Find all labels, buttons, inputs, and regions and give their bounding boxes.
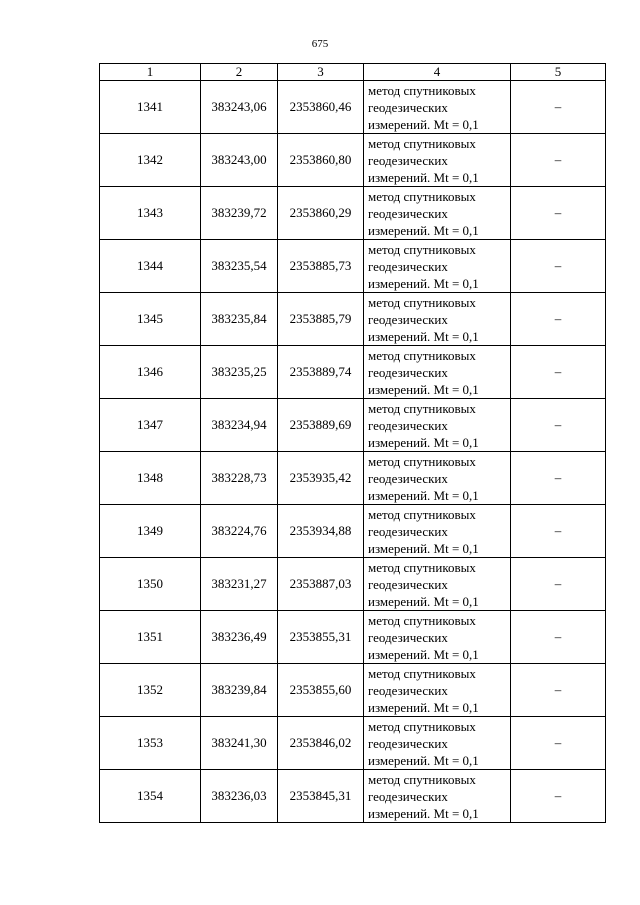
method-line: измерений. Mt = 0,1	[368, 381, 479, 397]
note-cell: –	[511, 558, 606, 611]
point-number-cell: 1350	[100, 558, 201, 611]
method-line: геодезических	[368, 735, 448, 751]
method-cell	[364, 240, 511, 293]
method-line: метод спутниковых	[368, 135, 476, 151]
note-cell: –	[511, 611, 606, 664]
table-row	[100, 399, 606, 452]
note-cell: –	[511, 134, 606, 187]
table-header	[100, 64, 606, 81]
header-row	[100, 64, 606, 81]
method-line: метод спутниковых	[368, 453, 476, 469]
point-number-cell: 1352	[100, 664, 201, 717]
y-coordinate-cell: 2353887,03	[278, 558, 364, 611]
method-line: метод спутниковых	[368, 347, 476, 363]
point-number-cell: 1349	[100, 505, 201, 558]
x-coordinate-cell: 383231,27	[201, 558, 278, 611]
method-line: метод спутниковых	[368, 294, 476, 310]
y-coordinate-cell: 2353889,69	[278, 399, 364, 452]
table-row	[100, 611, 606, 664]
method-line: геодезических	[368, 417, 448, 433]
y-coordinate-cell: 2353934,88	[278, 505, 364, 558]
point-number-cell: 1345	[100, 293, 201, 346]
method-line: геодезических	[368, 470, 448, 486]
table-row	[100, 452, 606, 505]
method-line: геодезических	[368, 523, 448, 539]
method-line: измерений. Mt = 0,1	[368, 275, 479, 291]
method-line: геодезических	[368, 788, 448, 804]
table-row	[100, 346, 606, 399]
method-line: измерений. Mt = 0,1	[368, 646, 479, 662]
method-line: метод спутниковых	[368, 188, 476, 204]
table-row	[100, 293, 606, 346]
table-body	[100, 81, 606, 823]
method-line: геодезических	[368, 629, 448, 645]
header-col-2: 2	[201, 64, 278, 81]
method-cell	[364, 293, 511, 346]
table-row	[100, 134, 606, 187]
method-line: метод спутниковых	[368, 771, 476, 787]
method-cell	[364, 346, 511, 399]
header-col-1: 1	[100, 64, 201, 81]
x-coordinate-cell: 383235,84	[201, 293, 278, 346]
method-line: метод спутниковых	[368, 718, 476, 734]
method-line: метод спутниковых	[368, 82, 476, 98]
header-col-3: 3	[278, 64, 364, 81]
method-line: измерений. Mt = 0,1	[368, 593, 479, 609]
method-line: геодезических	[368, 258, 448, 274]
method-line: метод спутниковых	[368, 665, 476, 681]
x-coordinate-cell: 383224,76	[201, 505, 278, 558]
point-number-cell: 1346	[100, 346, 201, 399]
table-row	[100, 664, 606, 717]
method-line: измерений. Mt = 0,1	[368, 805, 479, 821]
method-line: метод спутниковых	[368, 400, 476, 416]
method-line: измерений. Mt = 0,1	[368, 487, 479, 503]
method-cell	[364, 505, 511, 558]
x-coordinate-cell: 383236,03	[201, 770, 278, 823]
point-number-cell: 1353	[100, 717, 201, 770]
note-cell: –	[511, 293, 606, 346]
x-coordinate-cell: 383243,06	[201, 81, 278, 134]
x-coordinate-cell: 383235,54	[201, 240, 278, 293]
y-coordinate-cell: 2353845,31	[278, 770, 364, 823]
point-number-cell: 1342	[100, 134, 201, 187]
note-cell: –	[511, 505, 606, 558]
y-coordinate-cell: 2353935,42	[278, 452, 364, 505]
method-line: геодезических	[368, 99, 448, 115]
method-line: измерений. Mt = 0,1	[368, 222, 479, 238]
y-coordinate-cell: 2353846,02	[278, 717, 364, 770]
method-line: измерений. Mt = 0,1	[368, 116, 479, 132]
method-line: геодезических	[368, 205, 448, 221]
y-coordinate-cell: 2353860,80	[278, 134, 364, 187]
table-row	[100, 770, 606, 823]
y-coordinate-cell: 2353889,74	[278, 346, 364, 399]
y-coordinate-cell: 2353855,60	[278, 664, 364, 717]
table-row	[100, 81, 606, 134]
x-coordinate-cell: 383241,30	[201, 717, 278, 770]
method-line: геодезических	[368, 311, 448, 327]
method-cell	[364, 770, 511, 823]
note-cell: –	[511, 81, 606, 134]
method-line: метод спутниковых	[368, 559, 476, 575]
method-line: измерений. Mt = 0,1	[368, 434, 479, 450]
x-coordinate-cell: 383243,00	[201, 134, 278, 187]
point-number-cell: 1341	[100, 81, 201, 134]
y-coordinate-cell: 2353855,31	[278, 611, 364, 664]
x-coordinate-cell: 383239,84	[201, 664, 278, 717]
method-cell	[364, 611, 511, 664]
y-coordinate-cell: 2353860,29	[278, 187, 364, 240]
method-line: измерений. Mt = 0,1	[368, 328, 479, 344]
y-coordinate-cell: 2353885,79	[278, 293, 364, 346]
note-cell: –	[511, 452, 606, 505]
method-cell	[364, 717, 511, 770]
y-coordinate-cell: 2353885,73	[278, 240, 364, 293]
method-line: геодезических	[368, 576, 448, 592]
point-number-cell: 1347	[100, 399, 201, 452]
method-line: измерений. Mt = 0,1	[368, 169, 479, 185]
note-cell: –	[511, 346, 606, 399]
table-row	[100, 240, 606, 293]
table-row	[100, 505, 606, 558]
method-line: геодезических	[368, 682, 448, 698]
note-cell: –	[511, 240, 606, 293]
table-row	[100, 187, 606, 240]
note-cell: –	[511, 664, 606, 717]
x-coordinate-cell: 383235,25	[201, 346, 278, 399]
method-cell	[364, 558, 511, 611]
page-number: 675	[311, 38, 329, 50]
point-number-cell: 1351	[100, 611, 201, 664]
method-cell	[364, 399, 511, 452]
method-line: метод спутниковых	[368, 612, 476, 628]
method-line: измерений. Mt = 0,1	[368, 540, 479, 556]
point-number-cell: 1344	[100, 240, 201, 293]
method-cell	[364, 134, 511, 187]
method-line: геодезических	[368, 364, 448, 380]
method-cell	[364, 664, 511, 717]
y-coordinate-cell: 2353860,46	[278, 81, 364, 134]
coordinates-table	[99, 63, 606, 823]
point-number-cell: 1354	[100, 770, 201, 823]
note-cell: –	[511, 717, 606, 770]
x-coordinate-cell: 383239,72	[201, 187, 278, 240]
note-cell: –	[511, 399, 606, 452]
method-line: измерений. Mt = 0,1	[368, 699, 479, 715]
x-coordinate-cell: 383236,49	[201, 611, 278, 664]
point-number-cell: 1348	[100, 452, 201, 505]
method-cell	[364, 81, 511, 134]
table-row	[100, 717, 606, 770]
method-line: геодезических	[368, 152, 448, 168]
table-row	[100, 558, 606, 611]
method-cell	[364, 452, 511, 505]
method-line: метод спутниковых	[368, 506, 476, 522]
method-line: измерений. Mt = 0,1	[368, 752, 479, 768]
method-cell	[364, 187, 511, 240]
point-number-cell: 1343	[100, 187, 201, 240]
header-col-4: 4	[364, 64, 511, 81]
x-coordinate-cell: 383234,94	[201, 399, 278, 452]
note-cell: –	[511, 187, 606, 240]
note-cell: –	[511, 770, 606, 823]
header-col-5: 5	[511, 64, 606, 81]
method-line: метод спутниковых	[368, 241, 476, 257]
x-coordinate-cell: 383228,73	[201, 452, 278, 505]
